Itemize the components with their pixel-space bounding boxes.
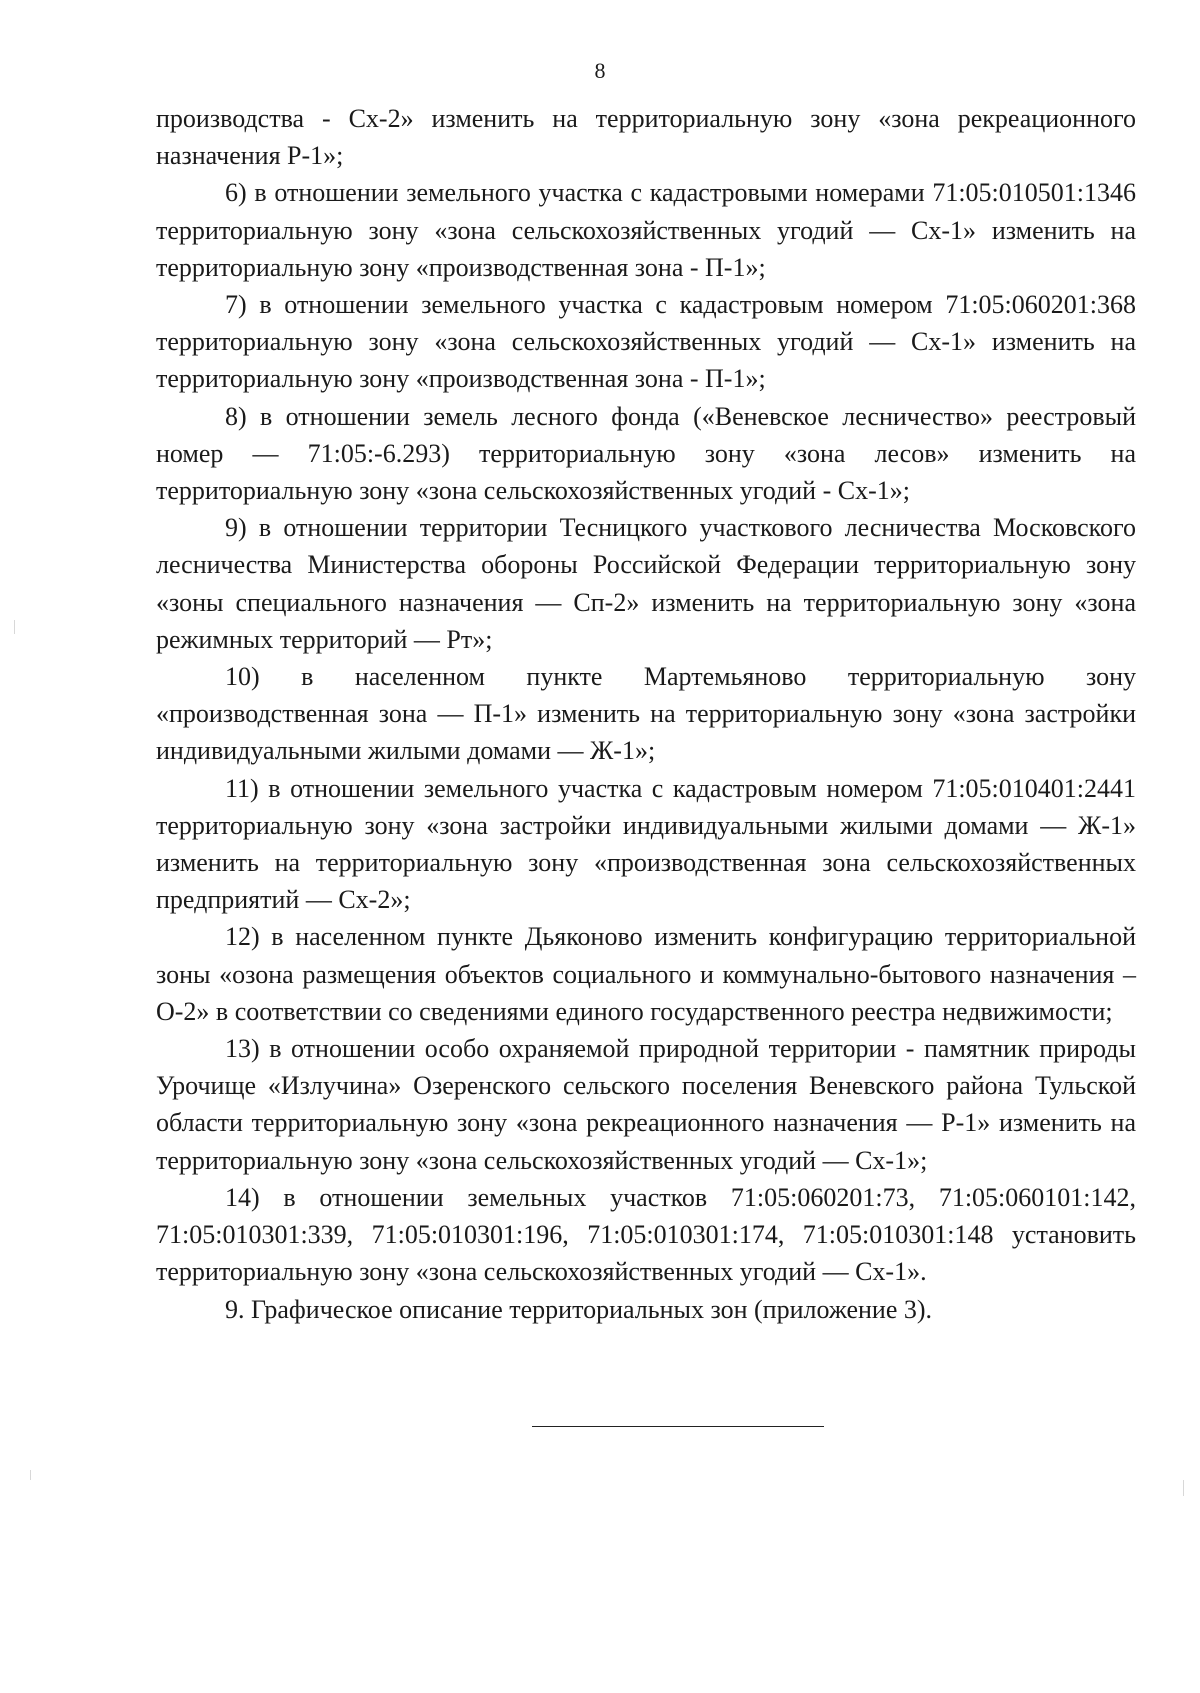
scan-edge-mark	[1183, 1480, 1184, 1496]
scan-edge-mark	[14, 620, 15, 634]
paragraph-item-14: 14) в отношении земельных участков 71:05:060201:73, 71:05:060101:142, 71:05:010301:339, 71:05:010301:196, 71:05:010301:174, 71:05:010301:148 установить территориальную зону «зона сельскохозяйственных угодий — Сх-1».	[156, 1182, 1136, 1287]
document-body	[156, 100, 1136, 1328]
page-number: 8	[594, 58, 606, 83]
end-of-text-rule	[532, 1426, 824, 1427]
paragraph-item-13: 13) в отношении особо охраняемой природной территории - памятник природы Урочище «Излучина» Озеренского сельского поселения Веневского района Тульской области территориальную зону «зона рекреационного назначения — Р-1» изменить на территориальную зону «зона сельскохозяйственных угодий — Сх-1»;	[156, 1034, 1136, 1175]
paragraph-continuation: производства - Сх-2» изменить на территориальную зону «зона рекреационного назначения Р-1»;	[156, 104, 1136, 171]
paragraph-item-7: 7) в отношении земельного участка с кадастровым номером 71:05:060201:368 территориальную зону «зона сельскохозяйственных угодий — Сх-1» изменить на территориальную зону «производственная зона - П-1»;	[156, 290, 1136, 394]
paragraph-item-10: 10) в населенном пункте Мартемьяново территориальную зону «производственная зона — П-1» изменить на территориальную зону «зона застройки индивидуальными жилыми домами — Ж-1»;	[156, 662, 1136, 766]
paragraph-item-9: 9) в отношении территории Тесницкого участкового лесничества Московского лесничества Министерства обороны Российской Федерации территориальную зону «зоны специального назначения — Сп-2» изменить на территориальную зону «зона режимных территорий — Рт»;	[156, 513, 1136, 654]
paragraph-item-8: 8) в отношении земель лесного фонда («Веневское лесничество» реестровый номер — 71:05:-6.293) территориальную зону «зона лесов» изменить на территориальную зону «зона сельскохозяйственных угодий - Сх-1»;	[156, 401, 1136, 506]
paragraph-section-9: 9. Графическое описание территориальных зон (приложение 3).	[225, 1294, 933, 1324]
scan-edge-mark	[30, 1470, 31, 1480]
paragraph-item-12: 12) в населенном пункте Дьяконово изменить конфигурацию территориальной зоны «озона размещения объектов социального и коммунально-бытового назначения – О-2» в соответствии со сведениями единого государственного реестра недвижимости;	[156, 922, 1136, 1026]
paragraph-item-11: 11) в отношении земельного участка с кадастровым номером 71:05:010401:2441 территориальную зону «зона застройки индивидуальными жилыми домами — Ж-1» изменить на территориальную зону «производственная зона сельскохозяйственных предприятий — Сх-2»;	[156, 773, 1136, 915]
paragraph-item-6: 6) в отношении земельного участка с кадастровыми номерами 71:05:010501:1346 территориальную зону «зона сельскохозяйственных угодий — Сх-1» изменить на территориальную зону «производственная зона - П-1»;	[156, 178, 1136, 282]
